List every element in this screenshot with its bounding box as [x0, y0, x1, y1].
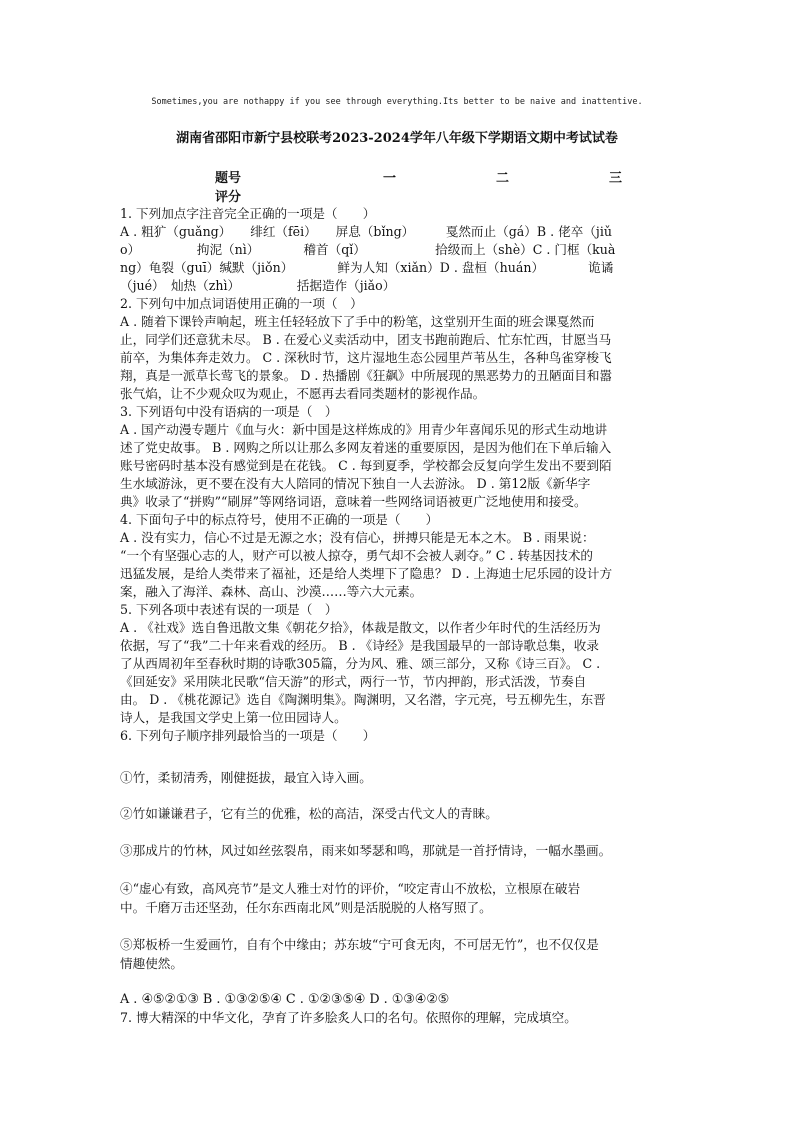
sentence-item: ④“虚心有致，高风亮节”是文人雅士对竹的评价，“咬定青山不放松，立根原在破岩	[120, 881, 581, 896]
page-header-quote: Sometimes,you are nothappy if you see through everything.Its better to be naive and inattentive.	[151, 97, 643, 107]
question-line: 4. 下面句子中的标点符号，使用不正确的一项是（ ）	[120, 512, 439, 527]
document-title: 湖南省邵阳市新宁县校联考2023-2024学年八年级下学期语文期中考试试卷	[176, 131, 618, 146]
question-line: 1. 下列加点字注音完全正确的一项是（ ）	[120, 206, 376, 221]
question-line: 7. 博大精深的中华文化，孕育了许多脍炙人口的名句。依照你的理解，完成填空。	[120, 1010, 577, 1025]
sentence-item: ①竹，柔韧清秀，刚健挺拔，最宜入诗入画。	[120, 770, 372, 785]
question-line: 账号密码时基本没有感觉到是在花钱。 C . 每到夏季，学校都会反复向学生发出不要到陌	[120, 458, 612, 473]
question-line: A . 随着下课铃声响起，班主任轻轻放下了手中的粉笔，这堂别开生面的班会课戛然而	[120, 314, 595, 329]
question-line: A . 《社戏》选自鲁迅散文集《朝花夕拾》，体裁是散文，以作者少年时代的生活经历为	[120, 620, 601, 635]
question-line: ng）龟裂（guī）缄默（jiǒn） 鲜为人知（xiǎn）D . 盘桓（huán） 诡谲	[120, 260, 614, 275]
question-line: 述了党史故事。 B . 网购之所以让那么多网友着迷的重要原因，是因为他们在下单后输入	[120, 440, 612, 455]
score-table-col-2: 二	[496, 171, 510, 186]
score-table-label-number: 题号	[215, 171, 242, 186]
question-line: 《回延安》采用陕北民歌“信天游”的形式，两行一节，节内押韵，形式活泼，节奏自	[120, 674, 587, 689]
question-line: 6. 下列句子顺序排列最恰当的一项是（ ）	[120, 728, 376, 743]
question-line: A . 没有实力，信心不过是无源之水；没有信心，拼搏只能是无本之木。 B . 雨果说：	[120, 530, 595, 545]
question-line: A . 国产动漫专题片《血与火：新中国是这样炼成的》用青少年喜闻乐见的形式生动地讲	[120, 422, 608, 437]
sentence-item: ②竹如谦谦君子，它有兰的优雅，松的高洁，深受古代文人的青睐。	[120, 806, 498, 821]
question-line: 典》收录了“拼购”“刷屏”等网络词语，意味着一些网络词语被更广泛地使用和接受。	[120, 494, 587, 509]
question-line: 3. 下列语句中没有语病的一项是（ ）	[120, 404, 338, 419]
question-line: 诗人，是我国文学史上第一位田园诗人。	[120, 710, 347, 725]
question-line: 依据，写了“我”二十年来看戏的经历。 B . 《诗经》是我国最早的一部诗歌总集，收录	[120, 638, 599, 653]
sentence-item: ③那成片的竹林，风过如丝弦裂帛，雨来如琴瑟和鸣，那就是一首抒情诗，一幅水墨画。	[120, 843, 612, 858]
score-table-col-3: 三	[609, 171, 623, 186]
question-line: 前卒，为集体奔走效力。 C . 深秋时节，这片湿地生态公园里芦苇丛生，各种鸟雀穿梭飞	[120, 350, 612, 365]
question-line: 案，融入了海洋、森林、高山、沙漠……等六大元素。	[120, 584, 423, 599]
question-line: 2. 下列句中加点词语使用正确的一项（ ）	[120, 296, 363, 311]
question-line: 5. 下列各项中表述有误的一项是（ ）	[120, 602, 338, 617]
sentence-item: ⑤郑板桥一生爱画竹，自有个中缘由；苏东坡“宁可食无肉，不可居无竹”，也不仅仅是	[120, 937, 599, 952]
question-line: 张气焰，让不少观众叹为观止，不愿再去看同类题材的影视作品。	[120, 386, 486, 401]
question-line: “一个有坚强心志的人，财产可以被人掠夺，勇气却不会被人剥夺。” C . 转基因技术的	[120, 548, 594, 563]
question-line: 生水域游泳，更不要在没有大人陪同的情况下独自一人去游泳。 D . 第12版《新华字	[120, 476, 591, 491]
question-line: （jué） 灿热（zhì） 括据造作（jiǎo）	[120, 278, 396, 293]
sentence-item: 情趣使然。	[120, 956, 183, 971]
question-line: 翔，真是一派草长莺飞的景象。 D . 热播剧《狂飙》中所展现的黑恶势力的丑陋面目和嚣	[120, 368, 613, 383]
question-line: 了从西周初年至春秋时期的诗歌305篇，分为风、雅、颂三部分，又称《诗三百》。 C .	[120, 656, 601, 671]
score-table-col-1: 一	[383, 171, 397, 186]
question-line: 迅猛发展，是给人类带来了福祉，还是给人类埋下了隐患？ D . 上海迪士尼乐园的设计方	[120, 566, 613, 581]
answer-options-q6: A . ④⑤②①③ B . ①③②⑤④ C . ①②③⑤④ D . ①③④②⑤	[120, 992, 450, 1007]
question-line: 止，同学们还意犹未尽。 B . 在爱心义卖活动中，团支书跑前跑后、忙东忙西，甘愿当马	[120, 332, 612, 347]
question-line: 由。 D . 《桃花源记》选自《陶渊明集》。陶渊明，又名潜，字元亮，号五柳先生，东晋	[120, 692, 606, 707]
sentence-item: 中。千磨万击还坚劲，任尔东西南北风”则是活脱脱的人格写照了。	[120, 900, 492, 915]
question-line: o） 拘泥（nì） 稽首（qǐ） 拾级而上（shè）C . 门框（kuà	[120, 242, 616, 257]
question-line: A . 粗犷（guǎng） 绯红（fēi） 屏息（bǐng） 戛然而止（gá）B . 佬卒（jiǔ	[120, 224, 612, 239]
score-table-label-score: 评分	[215, 190, 242, 205]
